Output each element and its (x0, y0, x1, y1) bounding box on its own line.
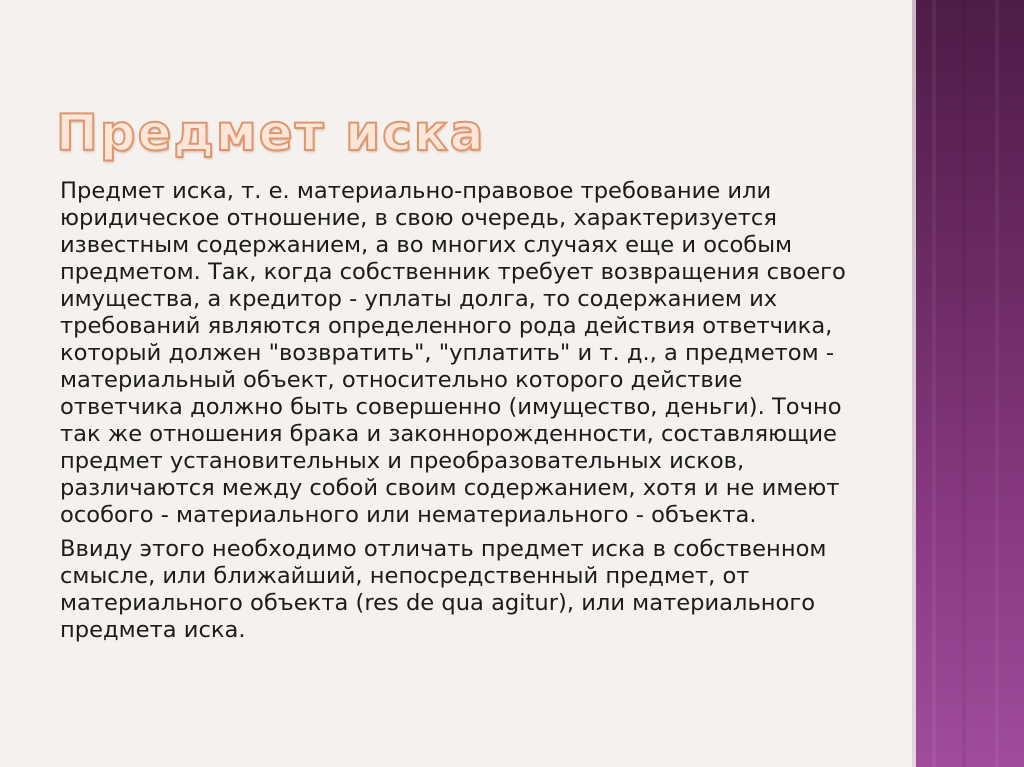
side-band-stripe (932, 0, 936, 767)
side-band-stripe (995, 0, 999, 767)
side-band-stripe (962, 0, 966, 767)
slide-body (60, 178, 860, 651)
body-paragraph-1: Предмет иска, т. е. материально-правовое требование или юридическое отношение, в свою очередь, характеризуется известным содержанием, а во многих случаях еще и особым предметом. Так, когда собственник требует возвращения своего имущества, а кредитор - уплаты долга, то содержанием их требований являются определенного рода действия ответчика, который должен "возвратить", "уплатить" и т. д., а предметом - материальный объект, относительно которого действие ответчика должно быть совершенно (имущество, деньги). Точно так же отношения брака и законнорожденности, составляющие предмет установительных и преобразовательных исков, различаются между собой своим содержанием, хотя и не имеют особого - материального или нематериального - объекта. (60, 178, 846, 528)
decorative-side-band (912, 0, 1024, 767)
side-band-edge (912, 0, 916, 767)
slide-title: Предмет иска (56, 104, 486, 162)
body-paragraph-2: Ввиду этого необходимо отличать предмет иска в собственном смысле, или ближайший, непосредственный предмет, от материального объекта (res de qua agitur), или материального предмета иска. (60, 536, 827, 643)
